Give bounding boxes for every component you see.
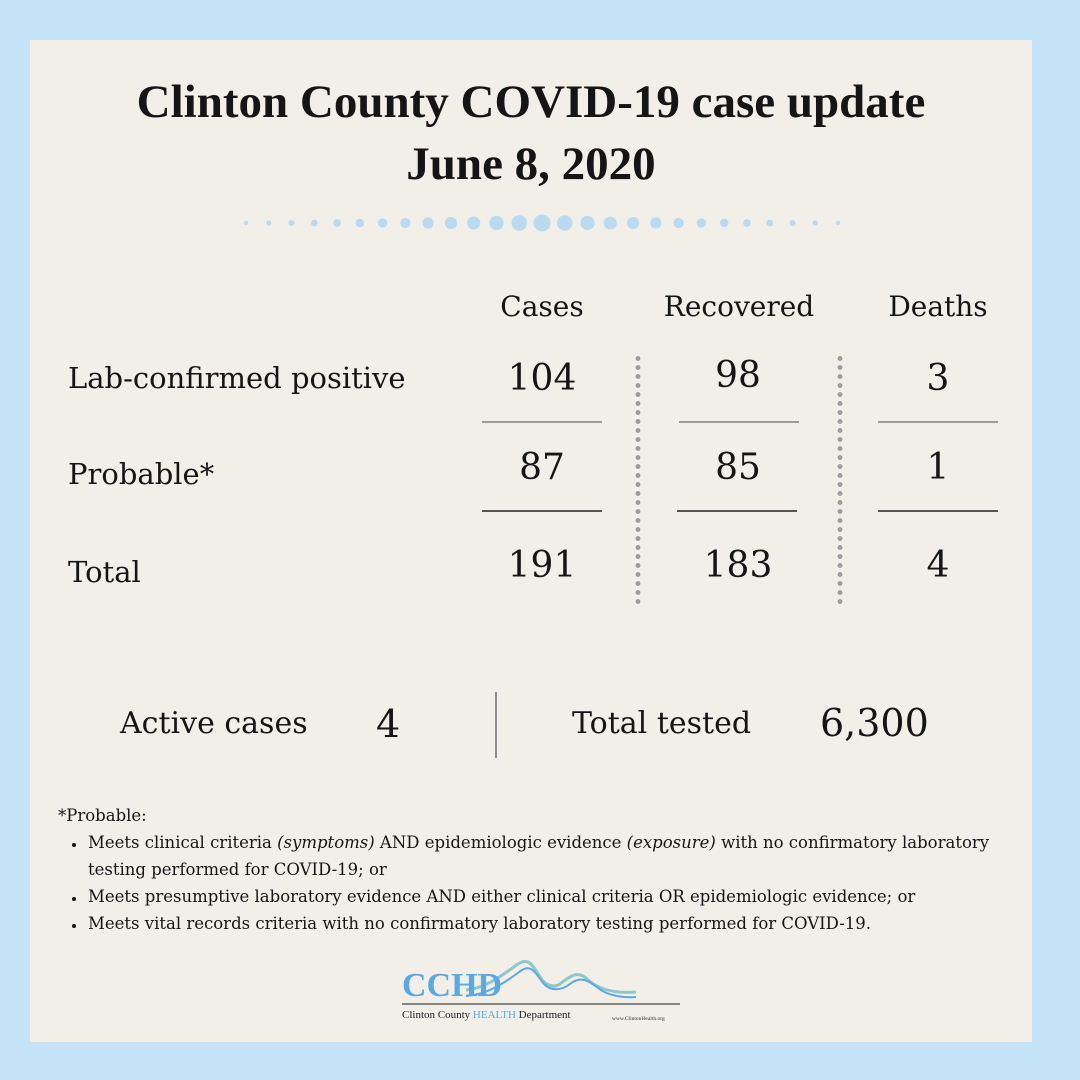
total-separator bbox=[878, 510, 998, 512]
column-header-recovered: Recovered bbox=[663, 290, 815, 323]
footnote-heading: *Probable: bbox=[58, 806, 147, 825]
divider-dot bbox=[627, 217, 639, 229]
footnote-emphasis: (symptoms) bbox=[277, 833, 375, 852]
probable-recovered: 85 bbox=[715, 447, 761, 488]
divider-dot bbox=[311, 220, 318, 227]
footnote-item: • Meets presumptive laboratory evidence AND either clinical criteria OR epidemiologic evidence; or bbox=[86, 883, 1018, 910]
page-date: June 8, 2020 bbox=[406, 138, 656, 190]
column-divider bbox=[635, 354, 641, 604]
total-recovered: 183 bbox=[703, 545, 773, 586]
logo-url: www.ClintonHealth.org bbox=[612, 1016, 665, 1022]
footnote-emphasis: (exposure) bbox=[626, 833, 716, 852]
summary-divider bbox=[495, 692, 497, 758]
divider-dot bbox=[534, 215, 551, 232]
active-cases-value: 4 bbox=[376, 702, 401, 746]
divider-dot bbox=[674, 218, 684, 228]
probable-footnote bbox=[58, 802, 1018, 937]
footnote-item bbox=[86, 829, 1018, 883]
logo-name: Clinton County HEALTH Department bbox=[402, 1009, 571, 1021]
footnote-item: • Meets vital records criteria with no confirmatory laboratory testing performed for COVID-19. bbox=[86, 910, 1018, 937]
divider-dot bbox=[557, 215, 572, 230]
dotted-divider bbox=[242, 212, 842, 234]
divider-dot bbox=[697, 218, 706, 227]
divider-dot bbox=[266, 220, 271, 225]
lab-confirmed-cases: 104 bbox=[507, 358, 577, 399]
divider-dot bbox=[467, 216, 480, 229]
divider-dot bbox=[333, 219, 341, 227]
page-title: Clinton County COVID-19 case update bbox=[136, 76, 926, 128]
total-cases: 191 bbox=[507, 545, 577, 586]
total-separator bbox=[482, 510, 602, 512]
divider-dot bbox=[378, 218, 387, 227]
row-label-lab-confirmed: Lab-confirmed positive bbox=[68, 361, 406, 395]
cchd-logo bbox=[396, 958, 686, 1028]
row-separator bbox=[878, 421, 998, 423]
column-header-deaths: Deaths bbox=[888, 290, 988, 323]
update-card bbox=[30, 40, 1032, 1042]
column-header-cases: Cases bbox=[500, 290, 584, 323]
probable-cases: 87 bbox=[519, 447, 565, 488]
row-separator bbox=[679, 421, 799, 423]
divider-dot bbox=[720, 219, 728, 227]
row-separator bbox=[482, 421, 602, 423]
total-deaths: 4 bbox=[926, 545, 950, 586]
active-cases-label: Active cases bbox=[120, 706, 308, 741]
divider-dot bbox=[743, 219, 751, 227]
divider-dot bbox=[423, 217, 434, 228]
footnote-text: with no confirmatory laboratory testing performed for COVID-19; or bbox=[88, 833, 990, 879]
footnote-text: AND epidemiologic evidence bbox=[374, 833, 627, 852]
divider-dot bbox=[580, 216, 594, 230]
divider-dot bbox=[356, 219, 364, 227]
divider-dot bbox=[400, 218, 410, 228]
row-label-probable: Probable* bbox=[68, 457, 215, 491]
divider-dot bbox=[766, 220, 773, 227]
lab-confirmed-recovered: 98 bbox=[715, 355, 761, 396]
divider-dot bbox=[836, 221, 840, 225]
total-tested-label: Total tested bbox=[572, 706, 752, 741]
divider-dot bbox=[604, 216, 617, 229]
divider-dot bbox=[789, 220, 795, 226]
divider-dot bbox=[813, 220, 818, 225]
lab-confirmed-deaths: 3 bbox=[926, 358, 950, 399]
divider-dot bbox=[289, 220, 295, 226]
divider-dot bbox=[244, 221, 248, 225]
footnote-text: Meets clinical criteria bbox=[88, 833, 278, 852]
divider-dot bbox=[512, 215, 527, 230]
total-tested-value: 6,300 bbox=[820, 701, 929, 745]
divider-dot bbox=[650, 217, 661, 228]
column-divider bbox=[837, 354, 843, 604]
logo-acronym: CCHD bbox=[402, 967, 503, 1004]
total-separator bbox=[677, 510, 797, 512]
divider-dot bbox=[445, 217, 457, 229]
divider-dot bbox=[489, 216, 503, 230]
row-label-total: Total bbox=[68, 555, 141, 589]
probable-deaths: 1 bbox=[926, 447, 950, 488]
footnote-list bbox=[58, 829, 1018, 937]
